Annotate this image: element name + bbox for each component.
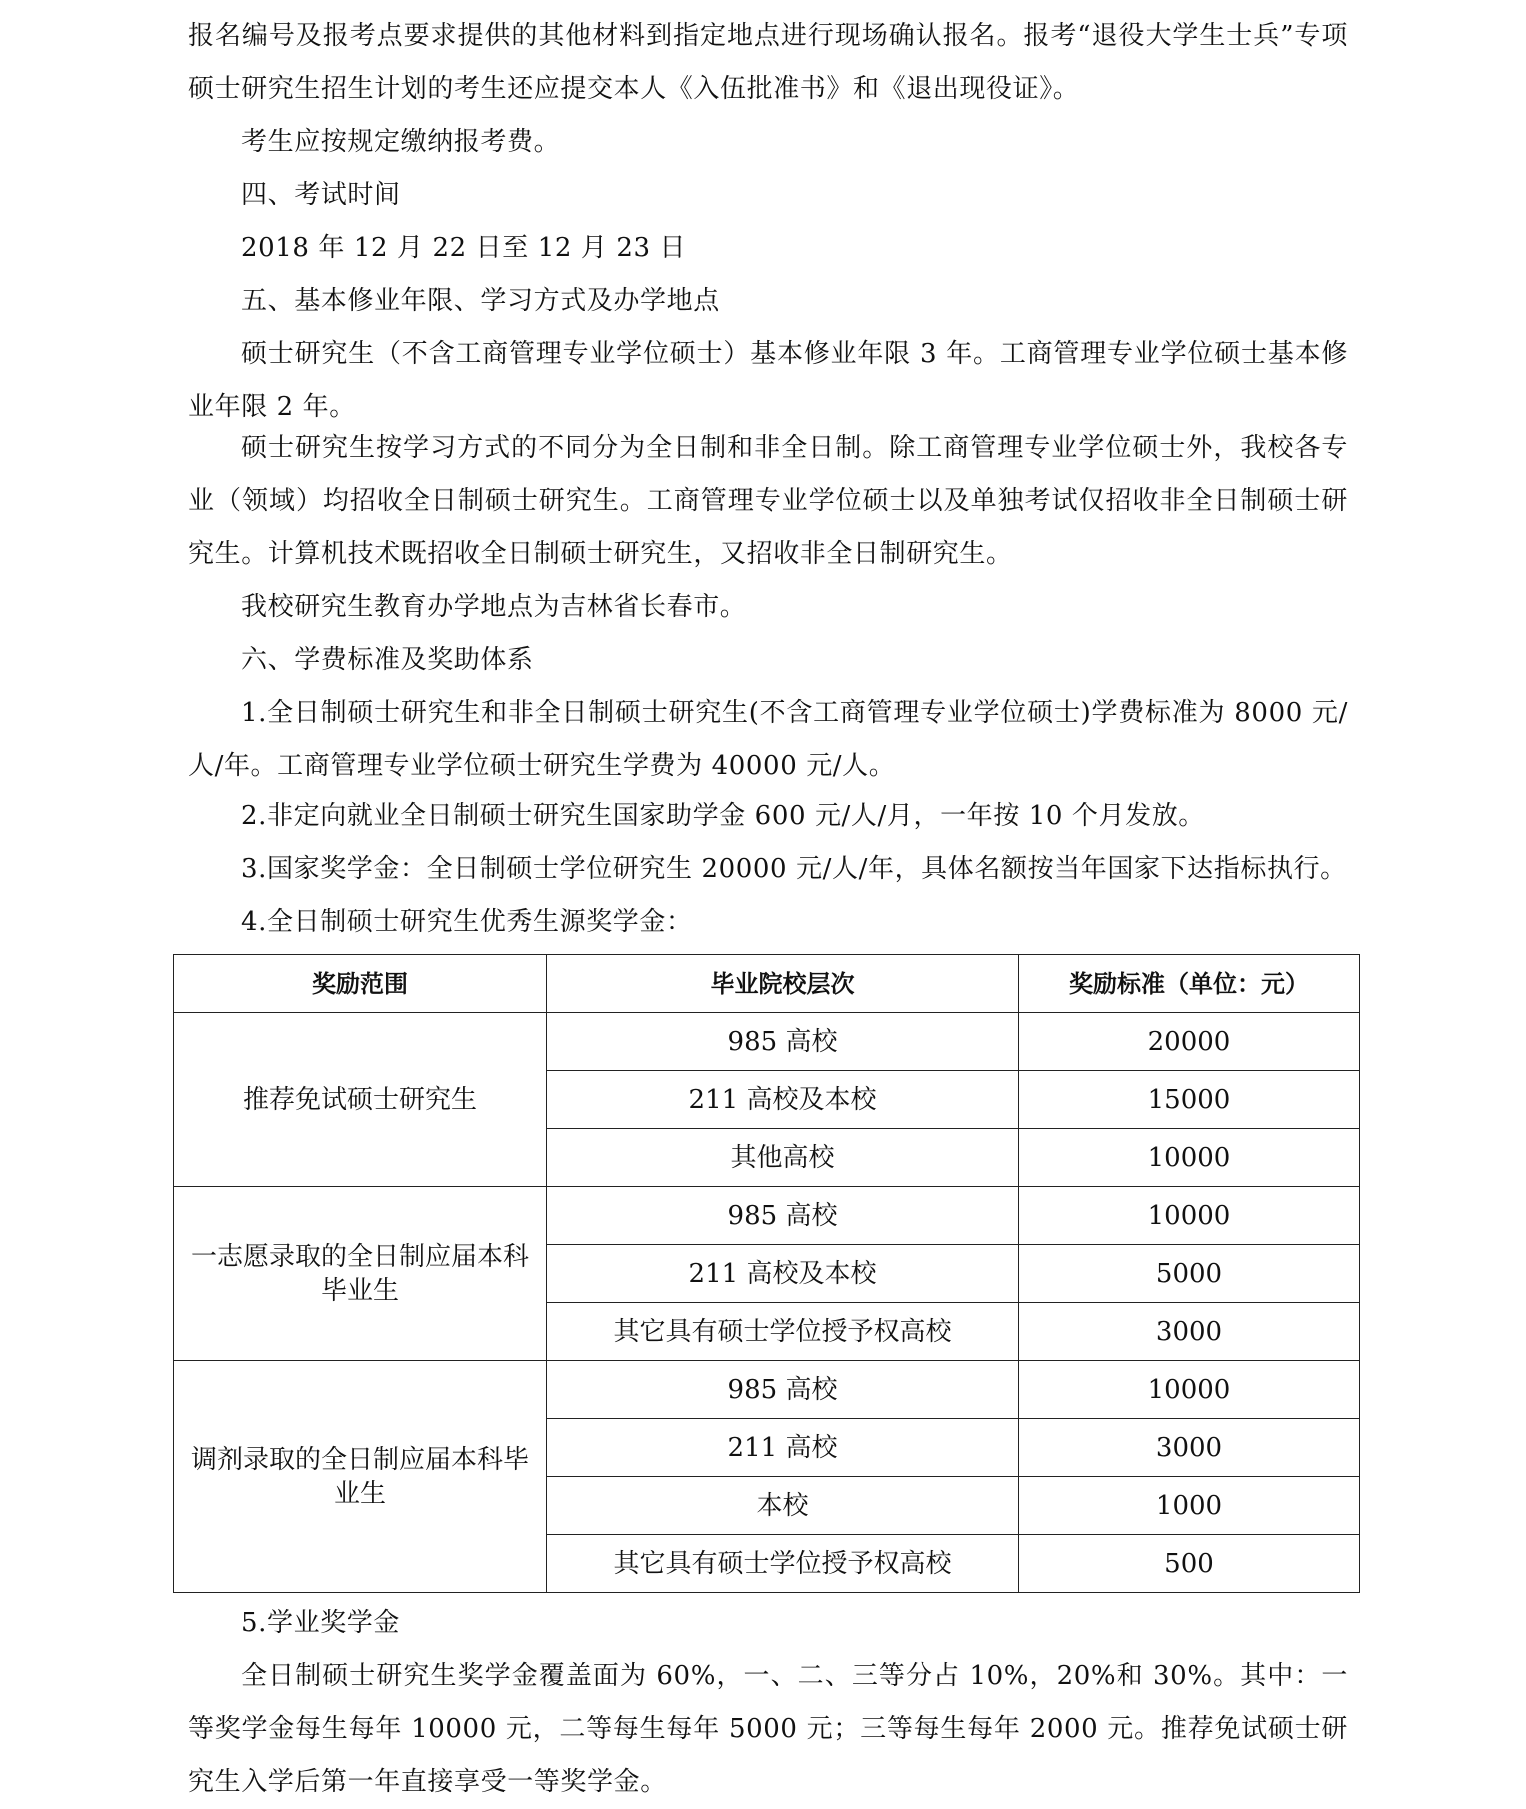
award-table: [173, 954, 1360, 1593]
cell-school-level: 211 高校: [547, 1419, 1019, 1477]
section-heading-academic-scholarship: 5.学业奖学金: [241, 1608, 401, 1638]
cell-award-amount: 500: [1019, 1535, 1360, 1593]
cell-award-amount: 15000: [1019, 1071, 1360, 1129]
paragraph-state-grant: 2.非定向就业全日制硕士研究生国家助学金 600 元/人/月，一年按 10 个月发放。: [241, 801, 1205, 831]
cell-award-scope: 推荐免试硕士研究生: [174, 1013, 547, 1187]
cell-award-amount: 3000: [1019, 1303, 1360, 1361]
cell-award-amount: 3000: [1019, 1419, 1360, 1477]
paragraph-fee: 考生应按规定缴纳报考费。: [241, 127, 561, 157]
cell-award-amount: 10000: [1019, 1361, 1360, 1419]
paragraph-location: 我校研究生教育办学地点为吉林省长春市。: [241, 592, 747, 622]
table-row: [174, 1361, 1360, 1419]
table-header-row: [174, 955, 1360, 1013]
section-heading-tuition: 六、学费标准及奖助体系: [241, 645, 534, 675]
paragraph-registration-materials: 报名编号及报考点要求提供的其他材料到指定地点进行现场确认报名。报考“退役大学生士兵”专项硕士研究生招生计划的考生还应提交本人《入伍批准书》和《退出现役证》。: [188, 21, 1348, 104]
paragraph-national-scholarship: 3.国家奖学金：全日制硕士学位研究生 20000 元/人/年，具体名额按当年国家下达指标执行。: [241, 854, 1347, 884]
cell-school-level: 985 高校: [547, 1361, 1019, 1419]
cell-award-scope: 调剂录取的全日制应届本科毕业生: [174, 1361, 547, 1593]
table-row: [174, 1013, 1360, 1071]
cell-award-amount: 5000: [1019, 1245, 1360, 1303]
cell-school-level: 211 高校及本校: [547, 1071, 1019, 1129]
cell-school-level: 211 高校及本校: [547, 1245, 1019, 1303]
cell-award-amount: 20000: [1019, 1013, 1360, 1071]
section-heading-study-duration: 五、基本修业年限、学习方式及办学地点: [241, 286, 720, 316]
paragraph-tuition-standard: 1.全日制硕士研究生和非全日制硕士研究生(不含工商管理专业学位硕士)学费标准为 8000 元/人/年。工商管理专业学位硕士研究生学费为 40000 元/人。: [188, 698, 1348, 781]
header-award-amount: 奖励标准（单位：元）: [1019, 955, 1360, 1013]
paragraph-duration: 硕士研究生（不含工商管理专业学位硕士）基本修业年限 3 年。工商管理专业学位硕士基本修业年限 2 年。: [188, 339, 1348, 422]
paragraph-study-mode: 硕士研究生按学习方式的不同分为全日制和非全日制。除工商管理专业学位硕士外，我校各专业（领域）均招收全日制硕士研究生。工商管理专业学位硕士以及单独考试仅招收非全日制硕士研究生。计算机技术既招收全日制硕士研究生，又招收非全日制研究生。: [188, 433, 1348, 569]
table-row: [174, 1187, 1360, 1245]
header-school-level: 毕业院校层次: [547, 955, 1019, 1013]
cell-award-amount: 1000: [1019, 1477, 1360, 1535]
cell-school-level: 985 高校: [547, 1013, 1019, 1071]
section-heading-exam-time: 四、考试时间: [241, 180, 401, 210]
cell-school-level: 其它具有硕士学位授予权高校: [547, 1303, 1019, 1361]
cell-school-level: 985 高校: [547, 1187, 1019, 1245]
cell-award-amount: 10000: [1019, 1129, 1360, 1187]
cell-award-amount: 10000: [1019, 1187, 1360, 1245]
cell-school-level: 其他高校: [547, 1129, 1019, 1187]
cell-award-scope: 一志愿录取的全日制应届本科毕业生: [174, 1187, 547, 1361]
cell-school-level: 本校: [547, 1477, 1019, 1535]
paragraph-excellent-source-scholarship: 4.全日制硕士研究生优秀生源奖学金：: [241, 907, 693, 937]
paragraph-exam-dates: 2018 年 12 月 22 日至 12 月 23 日: [241, 233, 687, 263]
cell-school-level: 其它具有硕士学位授予权高校: [547, 1535, 1019, 1593]
paragraph-academic-scholarship: 全日制硕士研究生奖学金覆盖面为 60%，一、二、三等分占 10%，20%和 30%。其中：一等奖学金每生每年 10000 元，二等每生每年 5000 元；三等每生每年 2000 元。推荐免试硕士研究生入学后第一年直接享受一等奖学金。: [188, 1661, 1348, 1797]
header-award-scope: 奖励范围: [174, 955, 547, 1013]
